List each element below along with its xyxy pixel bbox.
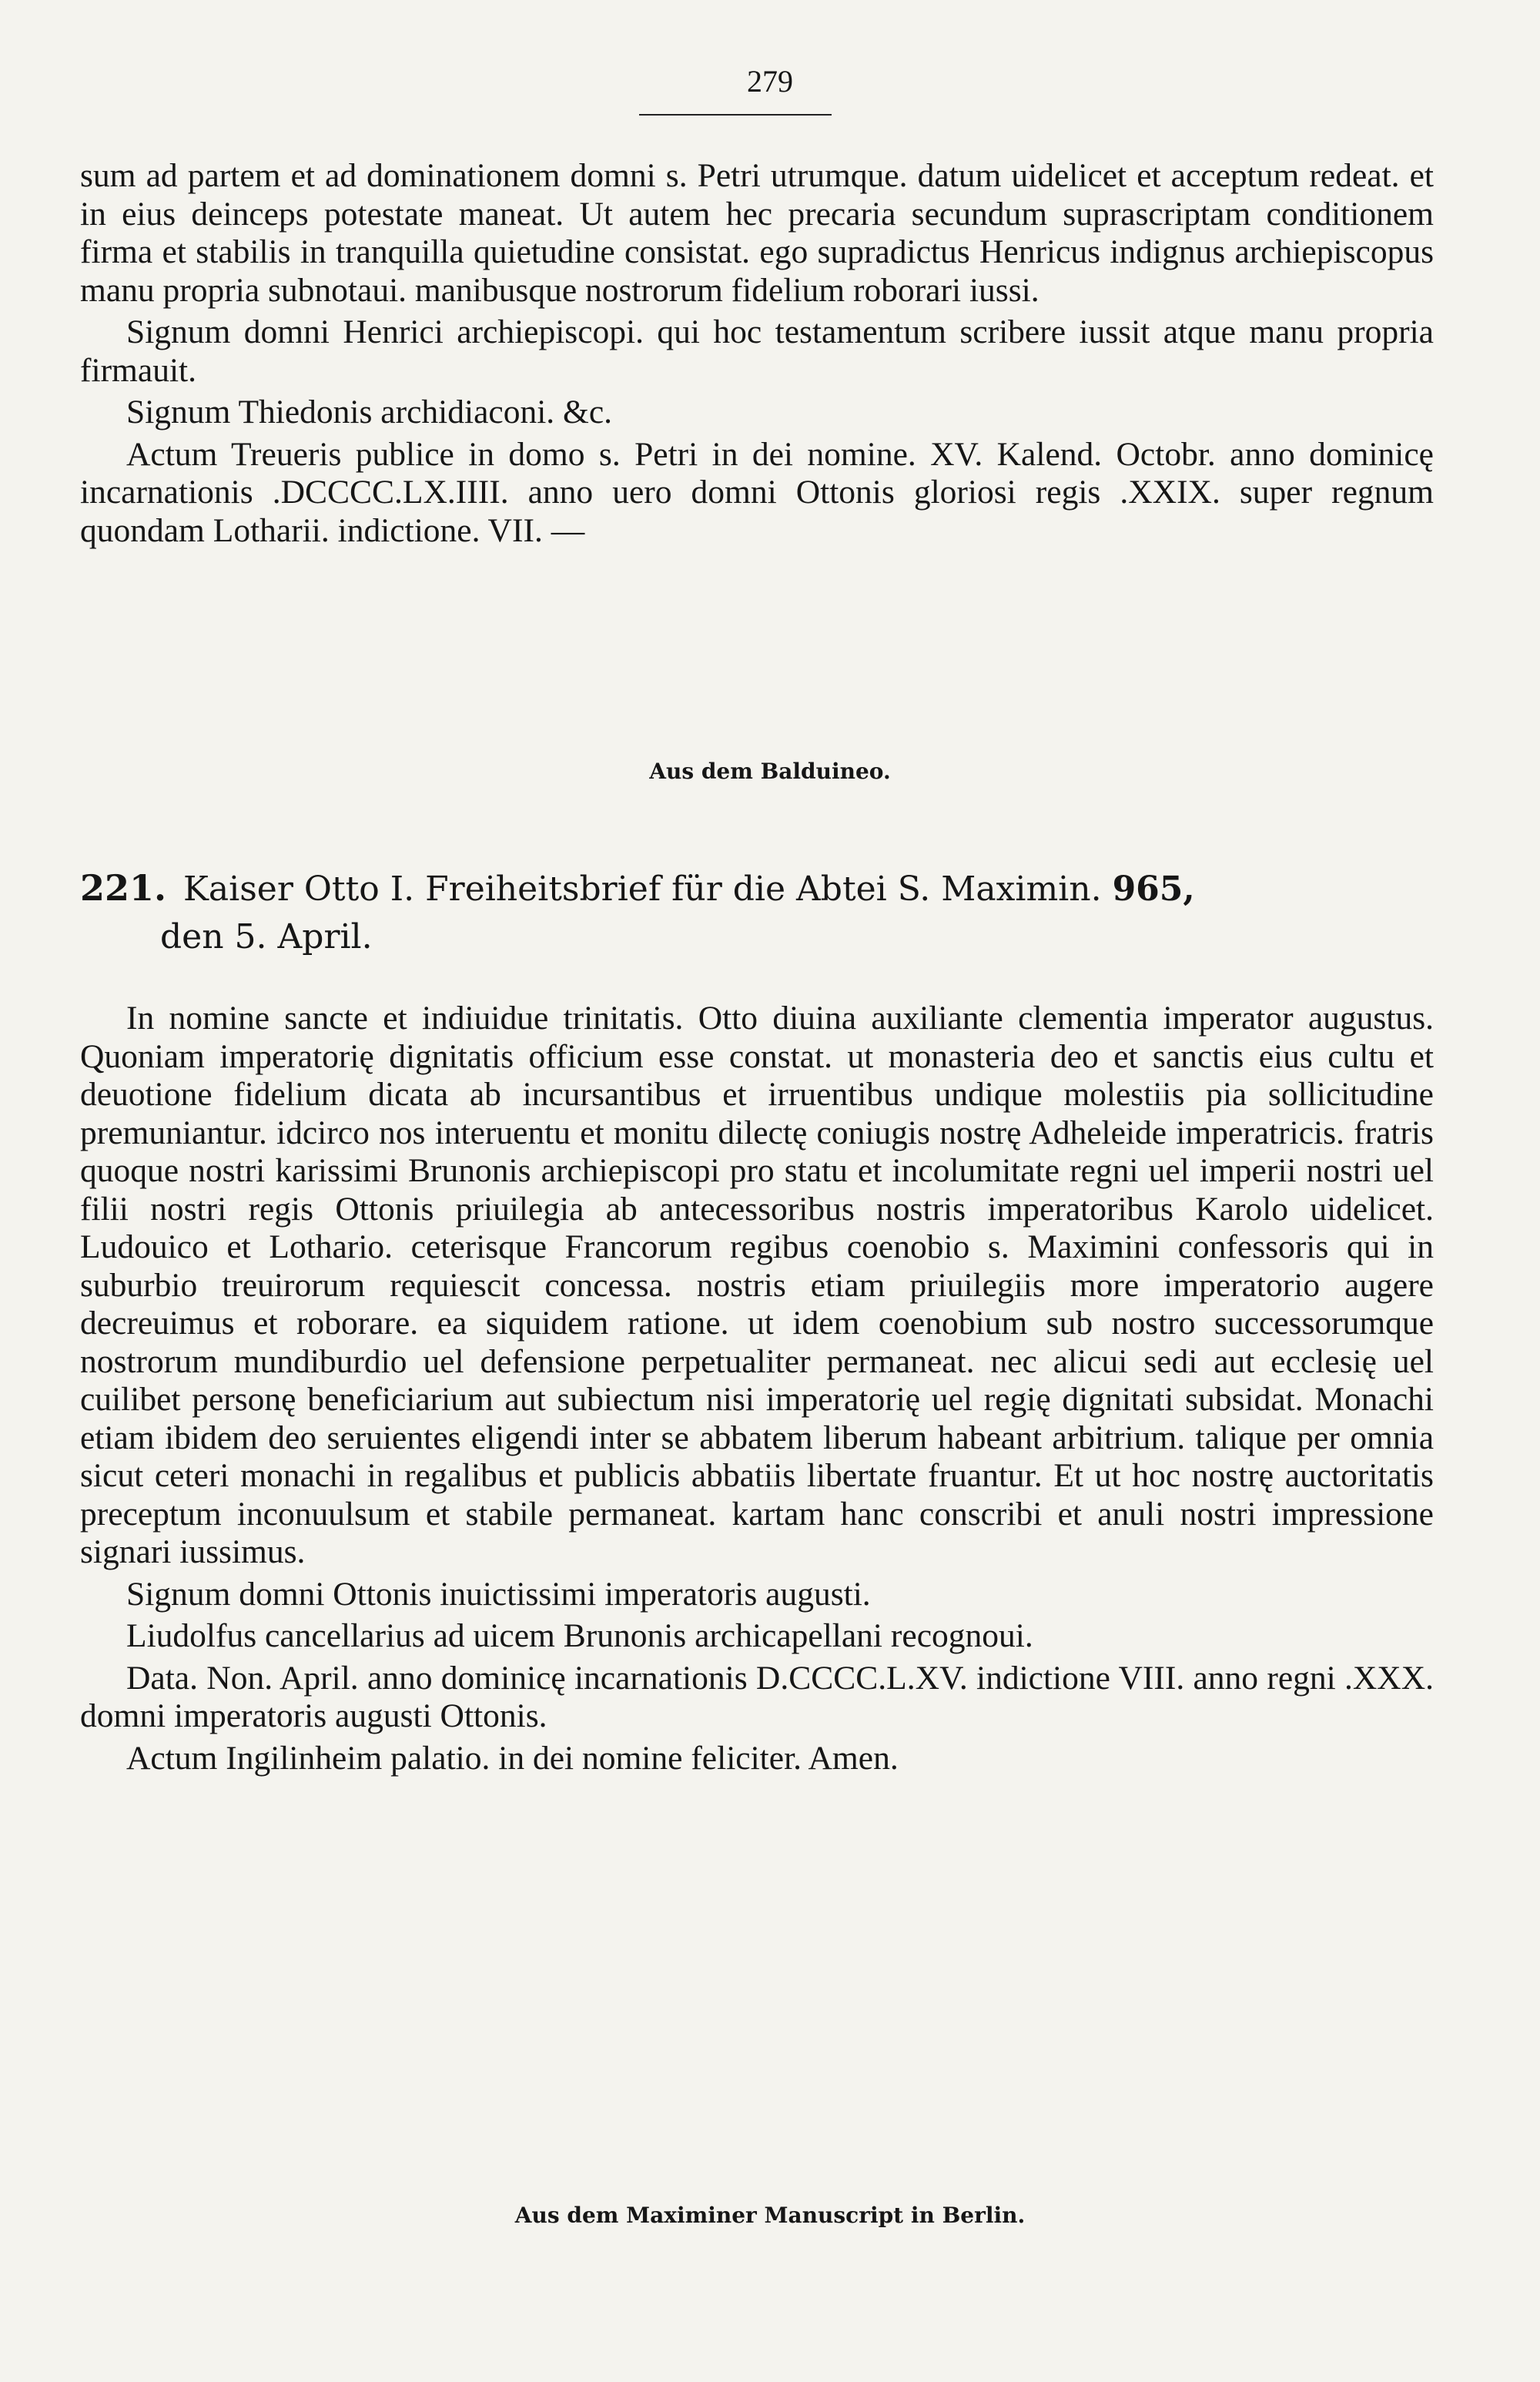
manuscript-source-note: Aus dem Maximiner Manuscript in Berlin.	[514, 2203, 1026, 2228]
source-note: Aus dem Balduineo.	[649, 759, 891, 784]
actum-line: Actum Ingilinheim palatio. in dei nomine feliciter. Amen.	[126, 1739, 899, 1777]
actum-clause: Actum Treueris publice in domo s. Petri in dei nomine. XV. Kalend. Octobr. anno dominicę incarnationis .DCCCC.LX.IIII. anno uero domni Ottonis gloriosi regis .XXIX. super regnum quondam Lotharii. indictione. VII. —	[80, 435, 1434, 549]
signature-henrici: Signum domni Henrici archiepiscopi. qui hoc testamentum scribere iussit atque manu propria firmauit.	[80, 313, 1434, 389]
continuation-paragraph: sum ad partem et ad dominationem domni s. Petri utrumque. datum uidelicet et acceptum redeat. et in eius deinceps potestate maneat. Ut autem hec precaria secundum suprascriptam conditionem firma et stabilis in tranquilla quietudine consistat. ego supradictus Henricus indignus archiepiscopus manu propria subnotaui. manibusque nostrorum fidelium roborari iussi.	[80, 157, 1434, 309]
document-title: Kaiser Otto I. Freiheitsbrief für die Abtei S. Maximin.	[183, 869, 1102, 909]
continuation-text	[80, 157, 1434, 550]
header-rule	[639, 114, 832, 116]
document-heading	[80, 866, 1434, 959]
signature-ottonis: Signum domni Ottonis inuictissimi imperatoris augusti.	[126, 1575, 871, 1613]
document-date: den 5. April.	[160, 917, 373, 956]
page-number: 279	[747, 64, 793, 99]
signature-thiedonis: Signum Thiedonis archidiaconi. &c.	[126, 394, 613, 431]
document-number: 221.	[80, 867, 167, 909]
document-text	[80, 1000, 1434, 1777]
document-year: 965,	[1112, 869, 1195, 909]
recognition-line: Liudolfus cancellarius ad uicem Brunonis archicapellani recognoui.	[126, 1617, 1033, 1654]
charter-body: In nomine sancte et indiuidue trinitatis. Otto diuina auxiliante clementia imperator augustus. Quoniam imperatorię dignitatis officium esse constat. ut monasteria deo et sanctis eius cultu et deuotione fidelium dicata ab incursantibus et irruentibus undique molestiis pia sollicitudine premuniantur. idcirco nos interuentu et monitu dilectę coniugis nostrę Adheleide imperatricis. fratris quoque nostri karissimi Brunonis archiepiscopi pro statu et incolumitate regni uel imperii nostri uel filii nostri regis Ottonis priuilegia ab antecessoribus nostris imperatoribus Karolo uidelicet. Ludouico et Lothario. ceterisque Francorum regibus coenobio s. Maximini confessoris qui in suburbio treuirorum requiescit concessa. nostris etiam priuilegiis more imperatorio augere decreuimus et roborare. ea siquidem ratione. ut idem coenobium sub nostro successorumque nostrorum mundiburdio uel defensione perpetualiter permaneat. nec alicui sedi aut ecclesię uel cuilibet personę beneficiarium aut subiectum nisi imperatorię uel regię dignitati subsidat. Monachi etiam ibidem deo seruientes eligendi inter se abbatem liberum habeant arbitrium. talique per omnia sicut ceteri monachi in regalibus et publicis abbatiis libertate fruantur. Et ut hoc nostrę auctoritatis preceptum inconuulsum et stabile permaneat. kartam hanc conscribi et anuli nostri impressione signari iussimus.	[80, 1000, 1434, 1570]
dating-clause: Data. Non. April. anno dominicę incarnationis D.CCCC.L.XV. indictione VIII. anno regni .XXX. domni imperatoris augusti Ottonis.	[80, 1659, 1434, 1734]
